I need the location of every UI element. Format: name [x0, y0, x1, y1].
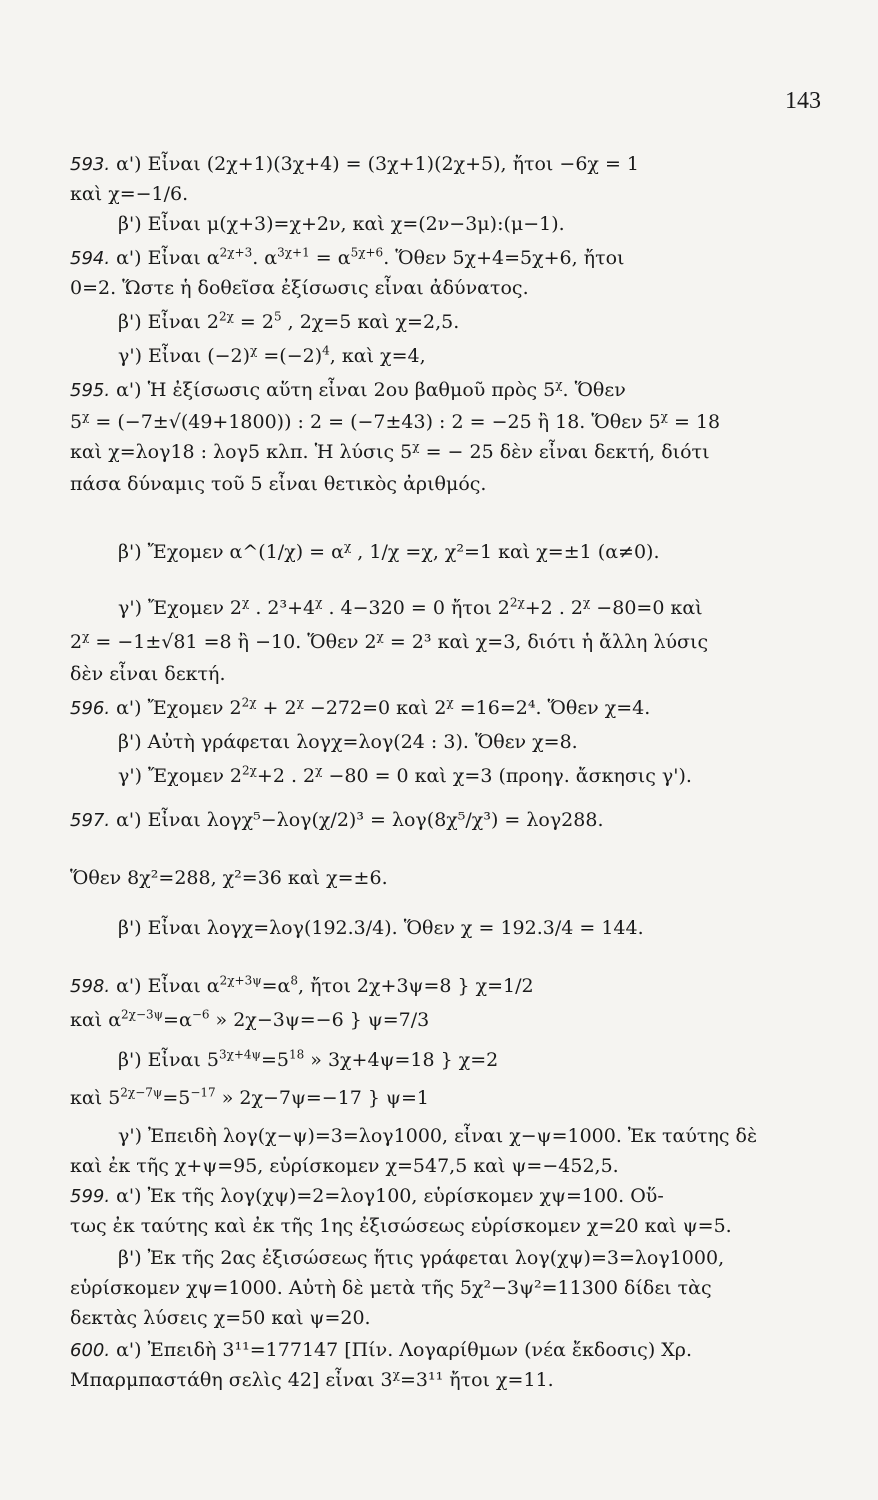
text-line [70, 440, 840, 464]
line-text: α') Ἔχομεν $2^{2\chi} + 2^\chi -272=0$ καὶ $2^\chi =16=2^4$. Ὅθεν χ=4. [116, 695, 651, 719]
line-text: γ') Ἐπειδὴ λογ(χ−ψ)=3=λογ1000, εἶναι χ−ψ=1000. Ἐκ ταύτης δὲ [118, 1125, 758, 1147]
page-number: 143 [785, 88, 821, 114]
text-line [70, 630, 840, 654]
text-line [70, 1214, 840, 1238]
text-line [70, 378, 840, 403]
text-line [118, 344, 840, 368]
text-line [70, 1086, 840, 1110]
text-line [70, 472, 840, 496]
exercise-number: 596. [70, 698, 111, 719]
exercise-number: 597. [70, 810, 111, 831]
line-text: καὶ χ=λογ18 : λογ5 κλπ. Ἡ λύσις $5^\chi$ = − 25 δὲν εἶναι δεκτή, διότι [70, 439, 710, 463]
text-line [118, 730, 840, 754]
text-line [118, 540, 840, 564]
line-text: καὶ ἐκ τῆς χ+ψ=95, εὑρίσκομεν χ=547,5 καὶ ψ=−452,5. [70, 1155, 619, 1177]
line-text: α') Ἐκ τῆς λογ(χψ)=2=λογ100, εὑρίσκομεν χψ=100. Οὕ- [116, 1185, 664, 1207]
line-text: α') Ἐπειδὴ 3¹¹=177147 [Πίν. Λογαρίθμων (νέα ἔκδοσις) Χρ. [116, 1339, 693, 1361]
text-line [70, 1184, 840, 1209]
line-text: καὶ $\alpha^{2\chi-3\psi}=\alpha^{-6}$ » 2χ−3ψ=−6 } ψ=7/3 [70, 1007, 430, 1031]
exercise-number: 594. [70, 248, 111, 269]
line-text: α') Εἶναι $\alpha^{2\chi+3}$. $\alpha^{3\chi+1} = \alpha^{5\chi+6}$. Ὅθεν 5χ+4=5χ+6, ἤτοι [116, 245, 625, 269]
line-text: τως ἐκ ταύτης καὶ ἐκ τῆς 1ης ἐξισώσεως εὑρίσκομεν χ=20 καὶ ψ=5. [70, 1215, 732, 1237]
line-text: β') Εἶναι μ(χ+3)=χ+2ν, καὶ χ=(2ν−3μ):(μ−1). [118, 213, 565, 235]
text-line [118, 212, 840, 236]
line-text: γ') Εἶναι $(-2)^\chi =(-2)^4$, καὶ χ=4, [118, 343, 426, 367]
text-line [118, 310, 840, 334]
line-text: α') Εἶναι λογχ⁵−λογ(χ/2)³ = λογ(8χ⁵/χ³) = λογ288. [116, 809, 604, 831]
line-text: πάσα δύναμις τοῦ 5 εἶναι θετικὸς ἀριθμός. [70, 473, 487, 495]
text-line [70, 1008, 840, 1032]
line-text: β') Αὐτὴ γράφεται λογχ=λογ(24 : 3). Ὅθεν χ=8. [118, 731, 578, 753]
text-line [70, 1338, 840, 1363]
text-line [70, 866, 840, 890]
text-line [118, 1048, 840, 1072]
line-text: Μπαρμπαστάθη σελὶς 42] εἶναι $3^\chi=3^{11}$ ἤτοι χ=11. [70, 1367, 554, 1391]
line-text: εὑρίσκομεν χψ=1000. Αὐτὴ δὲ μετὰ τῆς 5χ²−3ψ²=11300 δίδει τὰς [70, 1277, 712, 1299]
text-line [70, 974, 840, 999]
line-text: δὲν εἶναι δεκτή. [70, 663, 226, 685]
line-text: 0=2. Ὥστε ἡ δοθεῖσα ἐξίσωσις εἶναι ἀδύνατος. [70, 277, 529, 299]
line-text: Ὅθεν 8χ²=288, χ²=36 καὶ χ=±6. [70, 867, 388, 889]
line-text: β') Εἶναι $5^{3\chi+4\psi}=5^{18}$ » 3χ+4ψ=18 } χ=2 [118, 1047, 499, 1071]
line-text: β') Εἶναι $2^{2\chi} = 2^5$ , 2χ=5 καὶ χ=2,5. [118, 309, 460, 333]
text-line [70, 1306, 840, 1330]
line-text: $5^\chi = (-7\pm√(49+1800))$ : 2 = (−7±43) : 2 = −25 ἢ 18. Ὅθεν $5^\chi = 18$ [70, 409, 721, 433]
exercise-number: 598. [70, 976, 111, 997]
text-line [70, 1276, 840, 1300]
text-line [70, 662, 840, 686]
text-line [118, 916, 840, 940]
text-line [70, 696, 840, 721]
line-text: β') Ἐκ τῆς 2ας ἐξισώσεως ἥτις γράφεται λογ(χψ)=3=λογ1000, [118, 1247, 725, 1269]
text-line [70, 152, 840, 177]
line-text: α') Εἶναι (2χ+1)(3χ+4) = (3χ+1)(2χ+5), ἤτοι −6χ = 1 [116, 153, 640, 175]
line-text: α') Ἡ ἐξίσωσις αὕτη εἶναι 2ου βαθμοῦ πρὸς $5^\chi$. Ὅθεν [116, 377, 626, 401]
text-line [70, 276, 840, 300]
text-line [118, 1246, 840, 1270]
line-text: καὶ χ=−1/6. [70, 183, 189, 205]
line-text: γ') Ἔχομεν $2^\chi$ . $2^3+4^\chi$ . 4−320 = 0 ἤτοι $2^{2\chi}+2$ . $2^\chi -80=0$ καὶ [118, 595, 703, 619]
exercise-number: 593. [70, 154, 111, 175]
text-line [118, 596, 840, 620]
line-text: $2^\chi = -1\pm√81 =8$ ἢ −10. Ὅθεν $2^\chi = 2^3$ καὶ χ=3, διότι ἡ ἄλλη λύσις [70, 629, 709, 653]
line-text: β') Ἔχομεν α^(1/χ) = $\alpha^\chi$ , 1/χ =χ, χ²=1 καὶ χ=±1 (α≠0). [118, 539, 660, 563]
exercise-number: 595. [70, 380, 111, 401]
text-line [118, 764, 840, 788]
text-line [70, 246, 840, 271]
text-line [70, 808, 840, 833]
exercise-number: 599. [70, 1186, 111, 1207]
text-line [70, 1368, 840, 1392]
line-text: καὶ $5^{2\chi-7\psi}=5^{-17}$ » 2χ−7ψ=−17 } ψ=1 [70, 1085, 429, 1109]
text-line [118, 1124, 840, 1148]
line-text: β') Εἶναι λογχ=λογ(192.3/4). Ὅθεν χ = 192.3/4 = 144. [118, 917, 644, 939]
text-line [70, 410, 840, 434]
text-line [70, 1154, 840, 1178]
text-line [70, 182, 840, 206]
line-text: α') Εἶναι $\alpha^{2\chi+3\psi}=\alpha^8$, ἤτοι 2χ+3ψ=8 } χ=1/2 [116, 973, 534, 997]
exercise-number: 600. [70, 1340, 111, 1361]
line-text: δεκτὰς λύσεις χ=50 καὶ ψ=20. [70, 1307, 371, 1329]
line-text: γ') Ἔχομεν $2^{2\chi}+2$ . $2^\chi -80 = 0$ καὶ χ=3 (προηγ. ἄσκησις γ'). [118, 763, 692, 787]
